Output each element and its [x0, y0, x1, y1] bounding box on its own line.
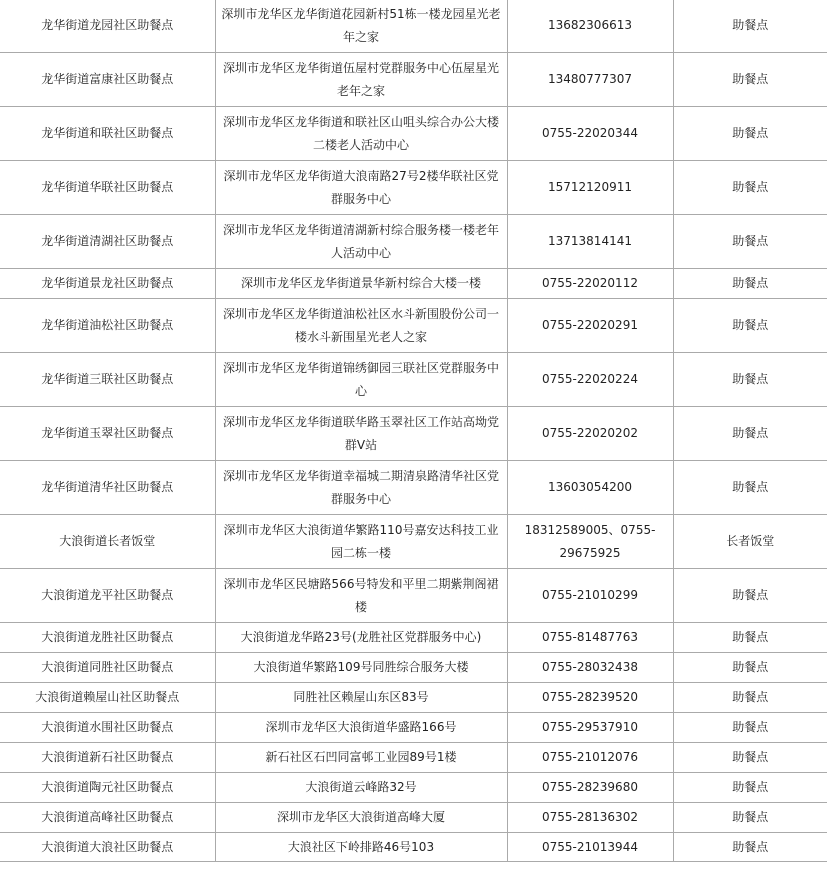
table-row: [0, 299, 827, 353]
row-type: 助餐点: [673, 353, 827, 407]
table-row: [0, 803, 827, 833]
row-name: 大浪街道同胜社区助餐点: [0, 653, 215, 683]
row-type: 助餐点: [673, 215, 827, 269]
row-type: 助餐点: [673, 773, 827, 803]
row-name: 龙华街道龙园社区助餐点: [0, 0, 215, 53]
row-phone: 15712120911: [507, 161, 673, 215]
row-phone: 0755-22020344: [507, 107, 673, 161]
row-address: 大浪街道华繁路109号同胜综合服务大楼: [215, 653, 507, 683]
row-name: 大浪街道龙平社区助餐点: [0, 569, 215, 623]
table-row: [0, 161, 827, 215]
row-type: 助餐点: [673, 623, 827, 653]
row-type: 助餐点: [673, 269, 827, 299]
row-type: 助餐点: [673, 107, 827, 161]
table-row: [0, 683, 827, 713]
row-phone: 0755-22020112: [507, 269, 673, 299]
row-type: 助餐点: [673, 713, 827, 743]
row-address: 深圳市龙华区龙华街道和联社区山咀头综合办公大楼二楼老人活动中心: [215, 107, 507, 161]
row-phone: 0755-21010299: [507, 569, 673, 623]
table-row: [0, 269, 827, 299]
row-type: 助餐点: [673, 53, 827, 107]
row-type: 助餐点: [673, 743, 827, 773]
row-type: 助餐点: [673, 569, 827, 623]
table-row: [0, 0, 827, 53]
row-name: 大浪街道大浪社区助餐点: [0, 833, 215, 862]
row-phone: 0755-22020291: [507, 299, 673, 353]
row-address: 深圳市龙华区大浪街道华繁路110号嘉安达科技工业园二栋一楼: [215, 515, 507, 569]
row-type: 助餐点: [673, 833, 827, 862]
table-row: [0, 107, 827, 161]
row-phone: 0755-28136302: [507, 803, 673, 833]
table-row: [0, 569, 827, 623]
row-phone: 0755-21012076: [507, 743, 673, 773]
table-row: [0, 653, 827, 683]
row-name: 龙华街道玉翠社区助餐点: [0, 407, 215, 461]
row-phone: 13480777307: [507, 53, 673, 107]
row-phone: 0755-29537910: [507, 713, 673, 743]
row-address: 深圳市龙华区龙华街道联华路玉翠社区工作站高坳党群V站: [215, 407, 507, 461]
row-type: 助餐点: [673, 161, 827, 215]
row-phone: 13603054200: [507, 461, 673, 515]
row-phone: 13713814141: [507, 215, 673, 269]
row-name: 大浪街道龙胜社区助餐点: [0, 623, 215, 653]
table-row: [0, 743, 827, 773]
row-name: 龙华街道清华社区助餐点: [0, 461, 215, 515]
table-row: [0, 623, 827, 653]
row-phone: 18312589005、0755-29675925: [507, 515, 673, 569]
row-phone: 0755-81487763: [507, 623, 673, 653]
row-address: 深圳市龙华区龙华街道锦绣御园三联社区党群服务中心: [215, 353, 507, 407]
row-address: 大浪社区下岭排路46号103: [215, 833, 507, 862]
row-type: 助餐点: [673, 461, 827, 515]
row-address: 深圳市龙华区大浪街道华盛路166号: [215, 713, 507, 743]
row-name: 大浪街道高峰社区助餐点: [0, 803, 215, 833]
row-name: 龙华街道富康社区助餐点: [0, 53, 215, 107]
row-address: 深圳市龙华区龙华街道花园新村51栋一楼龙园星光老年之家: [215, 0, 507, 53]
table-row: [0, 461, 827, 515]
row-phone: 13682306613: [507, 0, 673, 53]
row-address: 深圳市龙华区龙华街道清湖新村综合服务楼一楼老年人活动中心: [215, 215, 507, 269]
row-address: 深圳市龙华区大浪街道高峰大厦: [215, 803, 507, 833]
table-row: [0, 53, 827, 107]
row-address: 大浪街道龙华路23号(龙胜社区党群服务中心): [215, 623, 507, 653]
row-type: 助餐点: [673, 407, 827, 461]
row-address: 深圳市龙华区龙华街道大浪南路27号2楼华联社区党群服务中心: [215, 161, 507, 215]
row-name: 龙华街道和联社区助餐点: [0, 107, 215, 161]
row-address: 深圳市龙华区龙华街道伍屋村党群服务中心伍屋星光老年之家: [215, 53, 507, 107]
row-phone: 0755-28239520: [507, 683, 673, 713]
row-type: 助餐点: [673, 0, 827, 53]
row-type: 助餐点: [673, 683, 827, 713]
row-name: 大浪街道长者饭堂: [0, 515, 215, 569]
row-name: 大浪街道新石社区助餐点: [0, 743, 215, 773]
row-phone: 0755-22020224: [507, 353, 673, 407]
row-name: 龙华街道景龙社区助餐点: [0, 269, 215, 299]
row-name: 大浪街道陶元社区助餐点: [0, 773, 215, 803]
table-row: [0, 773, 827, 803]
table-row: [0, 713, 827, 743]
row-address: 深圳市龙华区民塘路566号特发和平里二期紫荆阁裙楼: [215, 569, 507, 623]
row-address: 新石社区石凹同富邨工业园89号1楼: [215, 743, 507, 773]
row-type: 助餐点: [673, 653, 827, 683]
row-address: 深圳市龙华区龙华街道油松社区水斗新围股份公司一楼水斗新围星光老人之家: [215, 299, 507, 353]
row-phone: 0755-28032438: [507, 653, 673, 683]
row-name: 龙华街道华联社区助餐点: [0, 161, 215, 215]
row-name: 龙华街道清湖社区助餐点: [0, 215, 215, 269]
row-name: 大浪街道水围社区助餐点: [0, 713, 215, 743]
row-name: 大浪街道赖屋山社区助餐点: [0, 683, 215, 713]
row-phone: 0755-28239680: [507, 773, 673, 803]
row-type: 长者饭堂: [673, 515, 827, 569]
row-type: 助餐点: [673, 803, 827, 833]
row-phone: 0755-21013944: [507, 833, 673, 862]
row-name: 龙华街道油松社区助餐点: [0, 299, 215, 353]
row-address: 大浪街道云峰路32号: [215, 773, 507, 803]
table-row: [0, 215, 827, 269]
row-address: 深圳市龙华区龙华街道景华新村综合大楼一楼: [215, 269, 507, 299]
table-row: [0, 515, 827, 569]
table-row: [0, 353, 827, 407]
row-address: 深圳市龙华区龙华街道幸福城二期清泉路清华社区党群服务中心: [215, 461, 507, 515]
table-row: [0, 833, 827, 862]
row-phone: 0755-22020202: [507, 407, 673, 461]
row-type: 助餐点: [673, 299, 827, 353]
row-address: 同胜社区赖屋山东区83号: [215, 683, 507, 713]
row-name: 龙华街道三联社区助餐点: [0, 353, 215, 407]
table-row: [0, 407, 827, 461]
